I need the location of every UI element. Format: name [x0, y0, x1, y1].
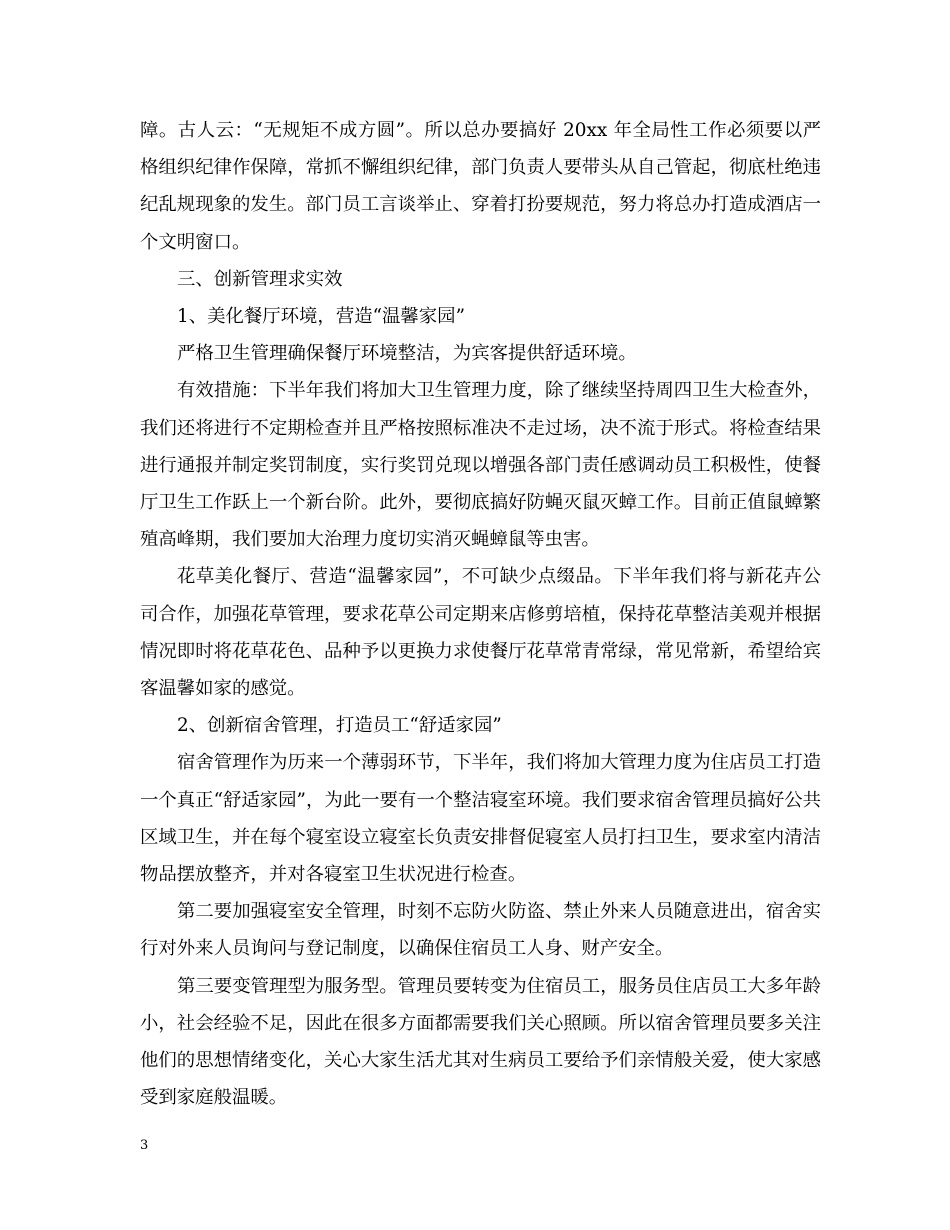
paragraph: 有效措施：下半年我们将加大卫生管理力度，除了继续坚持周四卫生大检查外，我们还将进行不定期检查并且严格按照标准决不走过场，决不流于形式。将检查结果进行通报并制定奖罚制度，实行奖罚兑现以增强各部门责任感调动员工积极性，使餐厅卫生工作跃上一个新台阶。此外，要彻底搞好防蝇灭鼠灭蟑工作。目前正值鼠蟑繁殖高峰期，我们要加大治理力度切实消灭蝇蟑鼠等虫害。	[140, 380, 821, 551]
paragraph: 第三要变管理型为服务型。管理员要转变为住宿员工，服务员住店员工大多年龄小，社会经验不足，因此在很多方面都需要我们关心照顾。所以宿舍管理员要多关注他们的思想情绪变化，关心大家生活尤其对生病员工要给予们亲情般关爱，使大家感受到家庭般温暖。	[140, 975, 821, 1109]
paragraph: 第二要加强寝室安全管理，时刻不忘防火防盗、禁止外来人员随意进出，宿舍实行对外来人员询问与登记制度，以确保住宿员工人身、财产安全。	[140, 901, 821, 960]
section-heading: 三、创新管理求实效	[177, 268, 343, 290]
subsection-heading: 1、美化餐厅环境，营造“温馨家园”	[177, 306, 465, 328]
body-text	[140, 112, 821, 1116]
paragraph: 花草美化餐厅、营造“温馨家园”，不可缺少点缀品。下半年我们将与新花卉公司合作，加强花草管理，要求花草公司定期来店修剪培植，保持花草整洁美观并根据情况即时将花草花色、品种予以更换力求使餐厅花草常青常绿，常见常新，希望给宾客温馨如家的感觉。	[140, 566, 821, 700]
paragraph: 障。古人云：“无规矩不成方圆”。所以总办要搞好 20xx 年全局性工作必须要以严格组织纪律作保障，常抓不懈组织纪律，部门负责人要带头从自己管起，彻底杜绝违纪乱规现象的发生。部门员工言谈举止、穿着打扮要规范，努力将总办打造成酒店一个文明窗口。	[140, 120, 821, 253]
paragraph: 严格卫生管理确保餐厅环境整洁，为宾客提供舒适环境。	[177, 343, 637, 365]
paragraph: 宿舍管理作为历来一个薄弱环节，下半年，我们将加大管理力度为住店员工打造一个真正“舒适家园”，为此一要有一个整洁寝室环境。我们要求宿舍管理员搞好公共区域卫生，并在每个寝室设立寝室长负责安排督促寝室人员打扫卫生，要求室内清洁物品摆放整齐，并对各寝室卫生状况进行检查。	[140, 752, 821, 886]
subsection-heading: 2、创新宿舍管理，打造员工“舒适家园”	[177, 715, 502, 737]
page-number: 3	[140, 1138, 149, 1153]
